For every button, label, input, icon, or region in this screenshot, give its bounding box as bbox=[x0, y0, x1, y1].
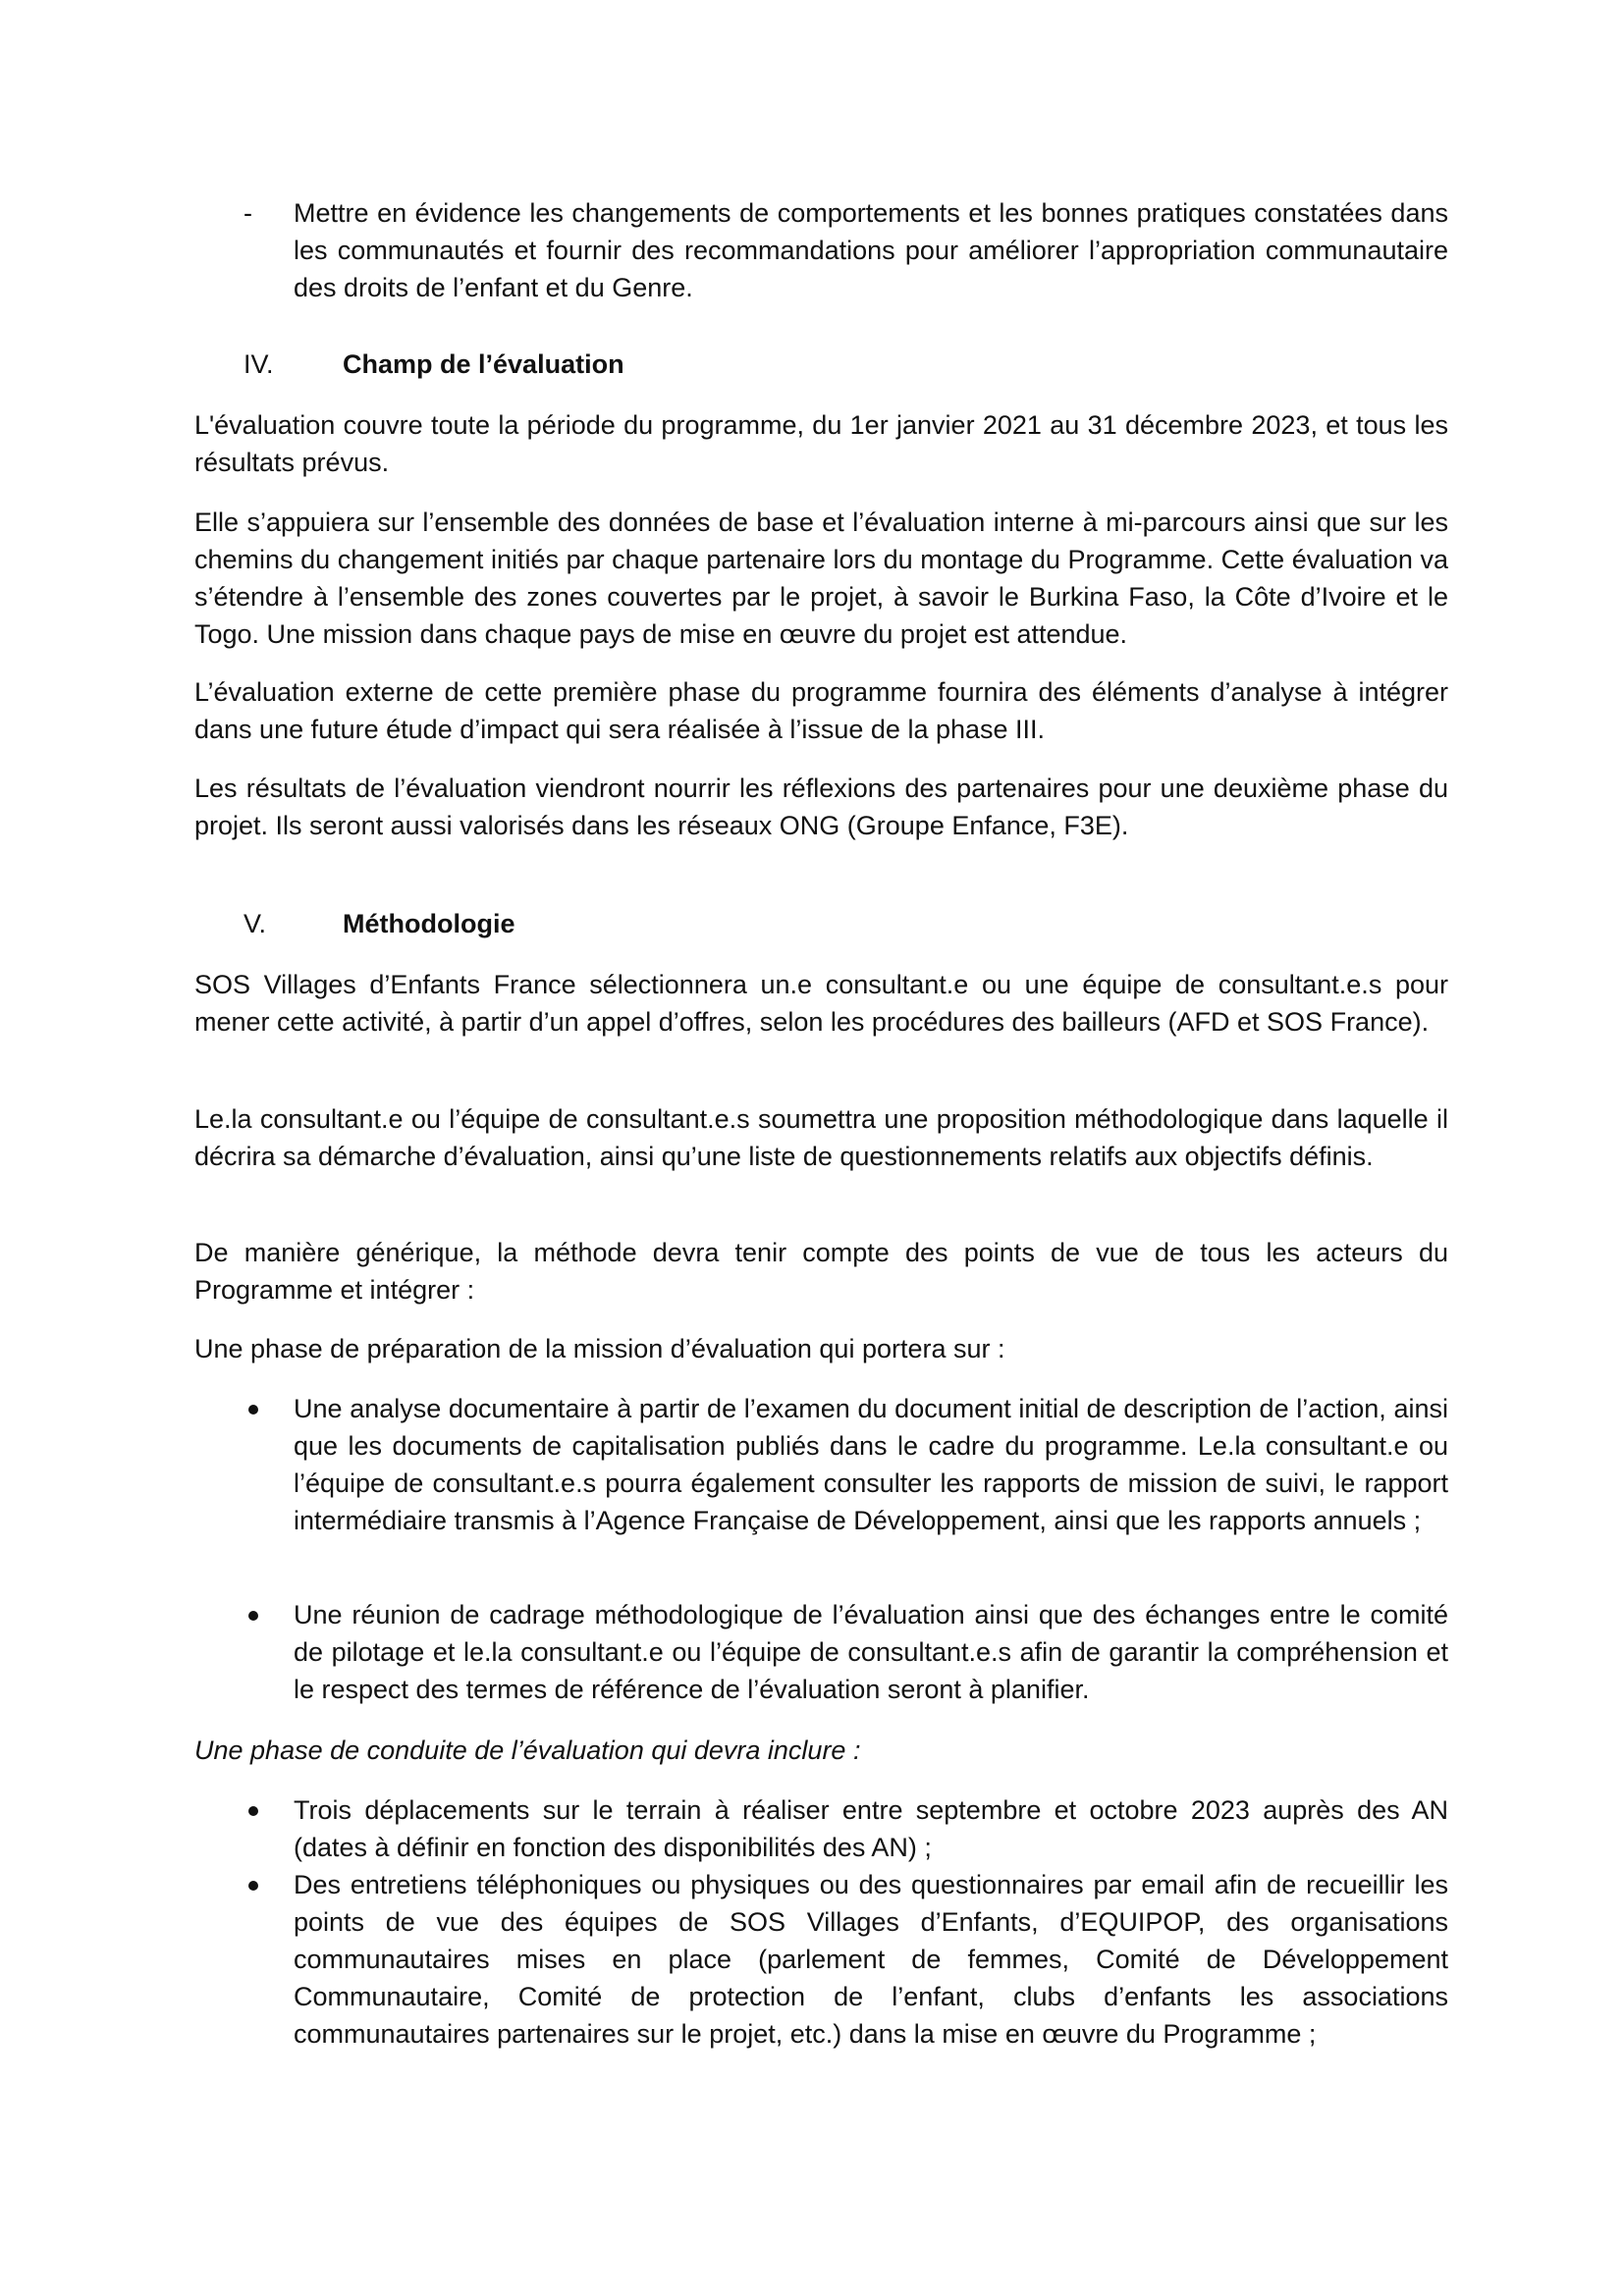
methodology-paragraph-proposal: Le.la consultant.e ou l’équipe de consultant.e.s soumettra une proposition méthodologique dans laquelle il décrira sa démarche d’évaluation, ainsi qu’une liste de questionnements relatifs aux objectifs définis. bbox=[194, 1104, 1448, 1171]
conduct-phase-intro: Une phase de conduite de l’évaluation qui devra inclure : bbox=[194, 1735, 861, 1765]
scope-paragraph-period: L'évaluation couvre toute la période du programme, du 1er janvier 2021 au 31 décembre 2023, et tous les résultats prévus. bbox=[194, 410, 1448, 477]
methodology-paragraph-generic: De manière générique, la méthode devra tenir compte des points de vue de tous les acteurs du Programme et intégrer : bbox=[194, 1238, 1448, 1305]
bullet-icon bbox=[248, 1881, 258, 1891]
section-title: Méthodologie bbox=[343, 909, 515, 938]
scope-paragraph-data: Elle s’appuiera sur l’ensemble des données de base et l’évaluation interne à mi-parcours ainsi que sur les chemins du changement initiés par chaque partenaire lors du montage du Programme. Cette évaluation va s’étendre à l’ensemble des zones couvertes par le projet, à savoir le Burkina Faso, la Côte d’Ivoire et le Togo. Une mission dans chaque pays de mise en œuvre du projet est attendue. bbox=[194, 507, 1448, 649]
list-item-text: Une réunion de cadrage méthodologique de l’évaluation ainsi que des échanges entre le comité de pilotage et le.la consultant.e ou l’équipe de consultant.e.s afin de garantir la compréhension et le respect des termes de référence de l’évaluation seront à planifier. bbox=[294, 1600, 1448, 1704]
bullet-icon bbox=[248, 1611, 258, 1621]
list-item-text: Une analyse documentaire à partir de l’examen du document initial de description de l’action, ainsi que les documents de capitalisation publiés dans le cadre du programme. Le.la consultant.e ou l’équipe de consultant.e.s pourra également consulter les rapports de mission de suivi, le rapport intermédiaire transmis à l’Agence Française de Développement, ainsi que les rapports annuels ; bbox=[294, 1394, 1448, 1535]
bullet-icon bbox=[248, 1405, 258, 1415]
dash-marker: - bbox=[244, 198, 252, 228]
objective-text: Mettre en évidence les changements de comportements et les bonnes pratiques constatées dans les communautés et fournir des recommandations pour améliorer l’appropriation communautaire des droits de l’enfant et du Genre. bbox=[294, 198, 1448, 302]
section-heading-scope bbox=[194, 346, 1448, 383]
section-number: IV. bbox=[244, 349, 274, 379]
scope-paragraph-results: Les résultats de l’évaluation viendront nourrir les réflexions des partenaires pour une deuxième phase du projet. Ils seront aussi valorisés dans les réseaux ONG (Groupe Enfance, F3E). bbox=[194, 774, 1448, 840]
methodology-paragraph-selection: SOS Villages d’Enfants France sélectionnera un.e consultant.e ou une équipe de consultant.e.s pour mener cette activité, à partir d’un appel d’offres, selon les procédures des bailleurs (AFD et SOS France). bbox=[194, 970, 1448, 1037]
bullet-icon bbox=[248, 1806, 258, 1816]
list-item-text: Trois déplacements sur le terrain à réaliser entre septembre et octobre 2023 auprès des AN (dates à définir en fonction des disponibilités des AN) ; bbox=[294, 1795, 1448, 1862]
section-heading-methodology bbox=[194, 905, 1448, 942]
section-title: Champ de l’évaluation bbox=[343, 349, 624, 379]
scope-paragraph-impact: L’évaluation externe de cette première phase du programme fournira des éléments d’analyse à intégrer dans une future étude d’impact qui sera réalisée à l’issue de la phase III. bbox=[194, 677, 1448, 744]
list-item-text: Des entretiens téléphoniques ou physiques ou des questionnaires par email afin de recueillir les points de vue des équipes de SOS Villages d’Enfants, d’EQUIPOP, des organisations communautaires mises en place (parlement de femmes, Comité de Développement Communautaire, Comité de protection de l’enfant, clubs d’enfants les associations communautaires partenaires sur le projet, etc.) dans la mise en œuvre du Programme ; bbox=[294, 1870, 1448, 2049]
section-number: V. bbox=[244, 909, 267, 938]
methodology-paragraph-prep-intro: Une phase de préparation de la mission d’évaluation qui portera sur : bbox=[194, 1334, 1005, 1363]
